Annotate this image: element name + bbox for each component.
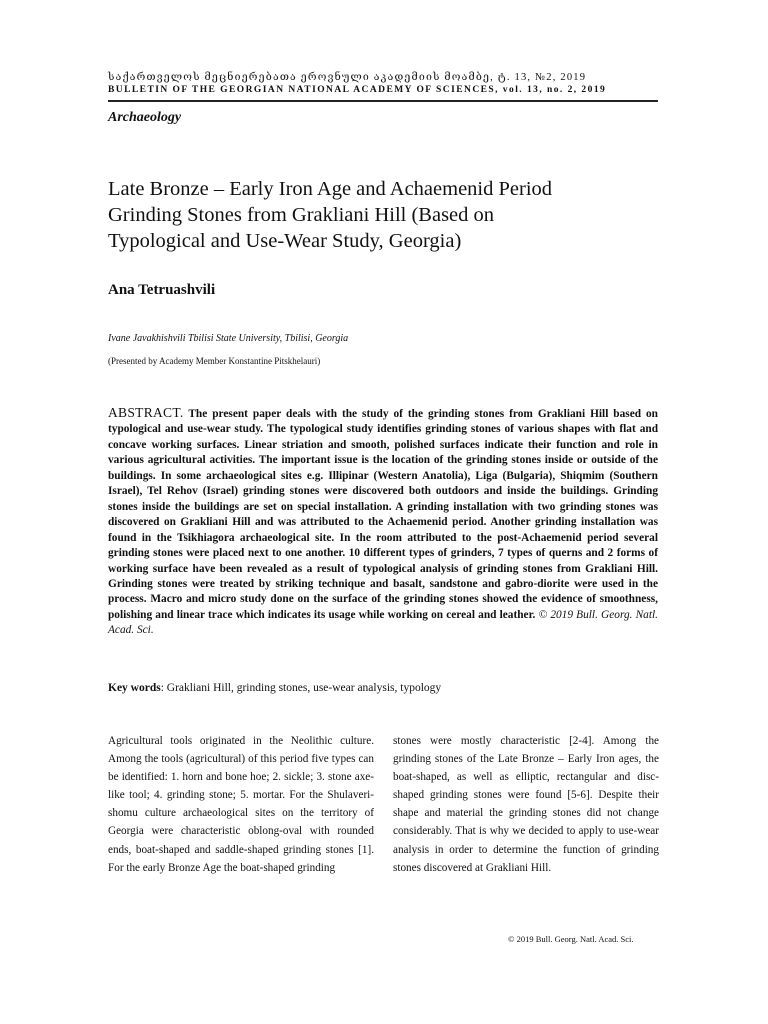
- journal-header-georgian: საქართველოს მეცნიერებათა ეროვნული აკადემიის მოამბე, ტ. 13, №2, 2019: [108, 72, 587, 83]
- author-name: Ana Tetruashvili: [108, 282, 216, 298]
- title-line: Late Bronze – Early Iron Age and Achaemenid Period: [108, 178, 553, 200]
- article-title: [108, 176, 668, 254]
- abstract-copyright: © 2019 Bull. Georg. Natl. Acad. Sci.: [108, 608, 658, 637]
- journal-header-english: BULLETIN OF THE GEORGIAN NATIONAL ACADEMY OF SCIENCES, vol. 13, no. 2, 2019: [108, 85, 607, 95]
- header-divider: [108, 100, 658, 102]
- section-label: Archaeology: [108, 110, 182, 125]
- page-footer: © 2019 Bull. Georg. Natl. Acad. Sci.: [508, 934, 634, 944]
- abstract: [108, 405, 658, 639]
- title-line: Typological and Use-Wear Study, Georgia): [108, 230, 462, 252]
- body-column-left: Agricultural tools originated in the Neolithic culture. Among the tools (agricultural) of this period five types can be identified: 1. horn and bone hoe; 2. sickle; 3. stone axe-like tool; 4. grinding stone; 5. mortar. For the Shulaveri-shomu culture archaeological sites on the territory of Georgia were characteristic oblong-oval with rounded ends, boat-shaped and saddle-shaped grinding stones [1]. For the early Bronze Age the boat-shaped grinding: [108, 735, 374, 874]
- keywords-text: : Grakliani Hill, grinding stones, use-wear analysis, typology: [160, 682, 442, 694]
- body-column-right: stones were mostly characteristic [2-4]. Among the grinding stones of the Late Bronze – Early Iron ages, the boat-shaped, as well as elliptic, rectangular and disc-shaped grinding stones were found [5-6]. Despite their shape and material the grinding stones did not change considerably. That is why we decided to apply to use-wear analysis in order to determine the function of grinding stones discovered at Grakliani Hill.: [393, 735, 659, 874]
- abstract-text: The present paper deals with the study of the grinding stones from Grakliani Hill based on typological and use-wear study. The typological study identifies grinding stones of various shapes with flat and concave working surfaces. Linear striation and smooth, polished surfaces indicate their function and role in various agricultural activities. The important issue is the location of the grinding stones inside or outside of the buildings. In some archaeological sites e.g. Illipinar (Western Anatolia), Liga (Bulgaria), Shiqmim (Southern Israel), Tel Rehov (Israel) grinding stones were discovered both outdoors and inside the buildings. Grinding stones inside the buildings are set on special installation. A grinding installation with two grinding stones was discovered on Grakliani Hill and was attributed to the Achaemenid period. Another grinding installation was found in the Tsikhiagora archaeological site. In the room attributed to the post-Achaemenid period several grinding stones were placed next to one another. 10 different types of grinders, 7 types of querns and 2 forms of working surface have been revealed as a result of typological analysis of grinding stones from Grakliani Hill. Grinding stones were treated by striking technique and basalt, sandstone and gabro-diorite were used in the process. Macro and micro study done on the surface of the grinding stones showed the evidence of smoothness, polishing and linear trace which indicates its usage while working on cereal and leather.: [108, 408, 658, 621]
- title-line: Grinding Stones from Grakliani Hill (Based on: [108, 204, 495, 226]
- presented-by-note: (Presented by Academy Member Konstantine Pitskhelauri): [108, 356, 321, 366]
- keywords-label: Key words: [108, 682, 161, 694]
- abstract-label: ABSTRACT.: [108, 405, 184, 420]
- author-affiliation: Ivane Javakhishvili Tbilisi State University, Tbilisi, Georgia: [108, 333, 349, 344]
- keywords: [108, 682, 668, 694]
